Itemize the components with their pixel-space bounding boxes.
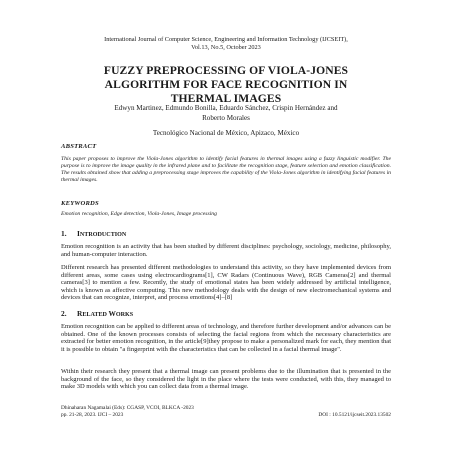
intro-paragraph-1: Emotion recognition is an activity that has been studied by different disciplines: psychology, sociology, medicine, philosophy, and human-computer interaction. — [61, 243, 391, 258]
section-title-initial: R — [77, 309, 83, 318]
section-title-rest: ORKS — [115, 312, 134, 318]
section-title-initial: I — [77, 229, 80, 238]
title-line-3: THERMAL IMAGES — [170, 92, 282, 106]
abstract-text: This paper proposes to improve the Viola-Jones algorithm to identify facial features in thermal images using a fuzzy linguistic modifier. The purpose is to improve the image quality in the infrared plane and to facilitate the recognition stage, feature selection and emotion classification. The results obtained show that adding a preprocessing stage improves the capability of the Viola-Jones algorithm in identifying facial features in thermal images. — [61, 156, 391, 183]
journal-volume: Vol.13, No.5, October 2023 — [191, 44, 261, 52]
keywords-heading: KEYWORDS — [61, 200, 99, 207]
section-heading-introduction — [61, 229, 126, 240]
intro-paragraph-2: Different research has presented different methodologies to understand this activity, so they have implemented devices from different areas, some cases using electrocardiograms[1], CW Radars (Continuous Wave), RGB Cameras[2] and thermal cameras[3] to mention a few. Recently, the study of emotional states has been widely addressed by artificial intelligence, which is known as affective computing. This new methodology deals with the design of new electromechanical systems and devices that can recognize, interpret, and process emotions[4]–[8] — [61, 264, 391, 302]
footer-doi: DOI : 10.5121/ijcseit.2023.13502 — [318, 411, 391, 418]
page-footer — [61, 405, 391, 418]
footer-pages: pp. 21-28, 2023. IJCI – 2023 — [61, 411, 124, 418]
title-line-2: ALGORITHM FOR FACE RECOGNITION IN — [104, 78, 348, 92]
footer-proceedings: Dhinaharan Nagamalai (Eds): CGASP, VCOI, BLKCA -2023 — [61, 405, 194, 411]
author-list — [70, 104, 382, 123]
section-number: 1. — [61, 229, 67, 238]
authors-line-1: Edwyn Martinez, Edmundo Bonilla, Eduardo Sánchez, Crispin Hernández and — [114, 104, 338, 112]
authors-line-2: Roberto Morales — [202, 113, 250, 122]
related-paragraph-2: Within their research they present that a thermal image can present problems due to the illumination that is presented in the background of the face, so they considered the light in the place where the tests were conducted, with this, they managed to make 3D models with which you can collect data from a thermal image. — [61, 368, 391, 391]
section-title-rest: NTRODUCTION — [79, 232, 127, 238]
related-paragraph-1: Emotion recognition can be applied to different areas of technology, and therefore further development and/or advances can be obtained. One of the known processes consists of selecting the facial regions from which the necessary characteristics are extracted for better emotion recognition, in the article[9]they propose to make a personalized mark for each, they mention that it is possible to obtain "a fingerprint with the characteristics that can be collected in a facial thermal image". — [61, 323, 391, 353]
keywords-text: Emotion recognition, Edge detection, Viola-Jones, Image processing — [61, 211, 217, 217]
section-number: 2. — [61, 309, 67, 318]
section-title-mid: ELATED — [82, 312, 109, 318]
section-title-initial-2: W — [108, 309, 116, 318]
title-line-1: FUZZY PREPROCESSING OF VIOLA-JONES — [103, 64, 349, 77]
affiliation: Tecnológico Nacional de México, Apizaco, México — [152, 129, 300, 137]
abstract-heading: ABSTRACT — [61, 143, 97, 150]
paper-title — [50, 64, 402, 107]
footer-row — [61, 412, 391, 419]
journal-name: International Journal of Computer Science, Engineering and Information Technology (IJCSEIT), — [104, 36, 348, 43]
journal-header — [40, 36, 412, 53]
section-heading-related-works — [61, 309, 133, 320]
